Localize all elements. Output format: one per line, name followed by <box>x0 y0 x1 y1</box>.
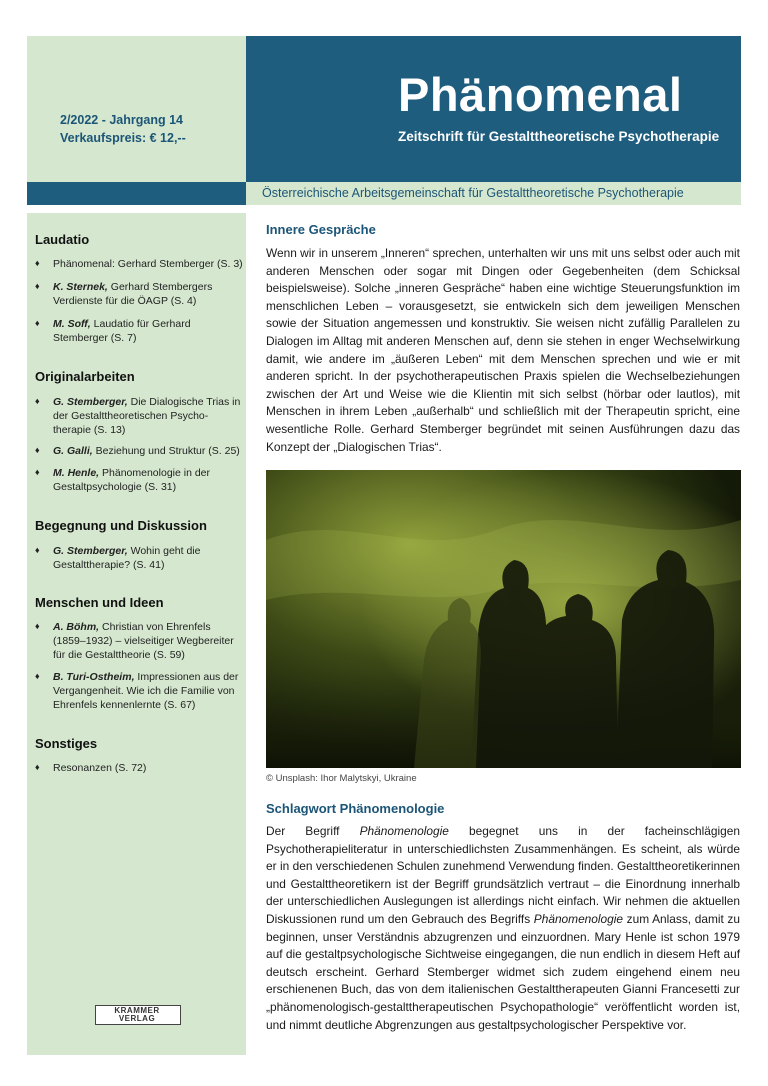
toc-heading-laudatio: Laudatio <box>35 232 90 247</box>
toc-heading-originalarbeiten: Originalarbeiten <box>35 369 135 384</box>
sale-price: Verkaufspreis: € 12,-- <box>60 131 186 145</box>
magazine-title: Phänomenal <box>398 68 683 121</box>
blue-band <box>27 182 246 205</box>
toc-item[interactable]: M. Soff, Laudatio für Gerhard Stemberger (S. 7) <box>53 318 191 344</box>
photo-caption: © Unsplash: Ihor Malytskyi, Ukraine <box>266 773 417 784</box>
bullet-icon: ♦ <box>35 467 40 477</box>
toc-item[interactable]: G. Galli, Beziehung und Struktur (S. 25) <box>53 445 240 457</box>
bullet-icon: ♦ <box>35 445 40 455</box>
toc-item[interactable]: G. Stemberger, Die Dialogische Trias in der Gestalttheoretischen Psycho-therapie (S. 13) <box>53 396 241 436</box>
bullet-icon: ♦ <box>35 258 40 268</box>
bullet-icon: ♦ <box>35 621 40 631</box>
toc-item[interactable]: K. Sternek, Gerhard Stembergers Verdienste für die ÖAGP (S. 4) <box>53 281 213 307</box>
bullet-icon: ♦ <box>35 762 40 772</box>
article-body-innere-gespraeche: Wenn wir in unserem „Inneren“ sprechen, unterhalten wir uns mit uns selbst oder auch mit anderen Menschen oder sogar mit Dingen oder Gegebenheiten (dem Schicksal beispielsweise). Solche „inneren Gespräche“ haben eine wichtige Steuerungsfunktion im menschlichen Leben – vorausgesetzt, sie entwickeln sich dem jeweiligen Menschen sowie der Situation angemessen und konstruktiv. Sie weisen nicht zufällig Parallelen zu Dialogen im Alltag mit anderen Menschen auf, denn sie stehen in enger Wechselwirkung damit, wie andere im „äußeren Leben“ mit dem Menschen sprechen und wie er mit anderen spricht. In der psychotherapeutischen Praxis spielen die Wechselbeziehungen zwischen der Art und Weise wie die Klientin mit sich selbst (hörbar oder lautlos), mit Menschen in ihrem Leben „außerhalb“ und schließlich mit der Therapeutin spricht, eine wesentliche Rolle. Gerhard Stemberger begründet mit seinen Ausführungen dazu das Konzept der „Dialogischen Trias“. <box>266 246 740 454</box>
term-phaenomenologie: Phänomenologie <box>359 824 449 838</box>
toc-item[interactable]: A. Böhm, Christian von Ehrenfels (1859–1932) – vielseitiger Wegbereiter für die Gestalttheorie (S. 59) <box>53 621 234 661</box>
toc-heading-begegnung: Begegnung und Diskussion <box>35 518 207 533</box>
issue-number: 2/2022 - Jahrgang 14 <box>60 113 183 127</box>
publisher-logo-text: KRAMMER VERLAG <box>114 1006 160 1023</box>
toc-item[interactable]: B. Turi-Ostheim, Impressionen aus der Vergangenheit. Wie ich die Familie von Ehrenfels kennenlernte (S. 67) <box>53 671 239 711</box>
toc-heading-sonstiges: Sonstiges <box>35 736 98 751</box>
article-heading-schlagwort: Schlagwort Phänomenologie <box>266 801 445 816</box>
article-body-schlagwort: Der Begriff Phänomenologie begegnet uns in der facheinschlägigen Psychotherapieliteratur in unterschiedlichsten Zusammenhängen. Es scheint, als würde er in den verschiedenen Schulen zunehmend Verwendung finden. Gestalttheoretikerinnen und Gestalttheoretikern ist der Begriff grundsätzlich vertraut – die Einordnung innerhalb der unterschiedlichen Auslegungen ist allerdings nicht einfach. Wir nehmen die aktuellen Diskussionen rund um den Gebrauch des Begriffs Phänomenologie zum Anlass, damit zu beginnen, unser Verständnis abzugrenzen und einzuordnen. Mary Henle ist schon 1979 auf die gestaltpsychologische Sichtweise eingegangen, die nun endlich in diesem Heft auf deutsch erscheint. Gerhard Stemberger widmet sich zudem eingehend einem neu erschienenen Buch, das von dem italienischen Gestalttherapeuten Gianni Francesetti zur „phänomenologisch-gestalttherapeutischen Psychopathologie“ veröffentlicht worden ist, und nimmt deutliche Abgrenzungen aus gestaltpsychologischer Perspektive vor. <box>266 824 740 1032</box>
bullet-icon: ♦ <box>35 545 40 555</box>
term-phaenomenologie: Phänomenologie <box>533 911 624 926</box>
bullet-icon: ♦ <box>35 318 40 328</box>
toc-item[interactable]: Phänomenal: Gerhard Stemberger (S. 3) <box>53 258 243 270</box>
magazine-subtitle: Zeitschrift für Gestalttheoretische Psychotherapie <box>398 129 720 144</box>
toc-item[interactable]: G. Stemberger, Wohin geht die Gestalttherapie? (S. 41) <box>53 545 201 571</box>
issue-info <box>60 111 240 147</box>
bullet-icon: ♦ <box>35 281 40 291</box>
organization-name: Österreichische Arbeitsgemeinschaft für Gestalttheoretische Psychotherapie <box>262 186 684 200</box>
issue-info-panel <box>27 36 246 182</box>
bullet-icon: ♦ <box>35 671 40 681</box>
toc-item[interactable]: M. Henle, Phänomenologie in der Gestaltpsychologie (S. 31) <box>53 467 211 493</box>
toc-heading-menschen: Menschen und Ideen <box>35 595 164 610</box>
article-heading-innere-gespraeche: Innere Gespräche <box>266 222 376 237</box>
toc-item[interactable]: Resonanzen (S. 72) <box>53 762 147 774</box>
bullet-icon: ♦ <box>35 396 40 406</box>
aurora-photo <box>266 470 741 768</box>
